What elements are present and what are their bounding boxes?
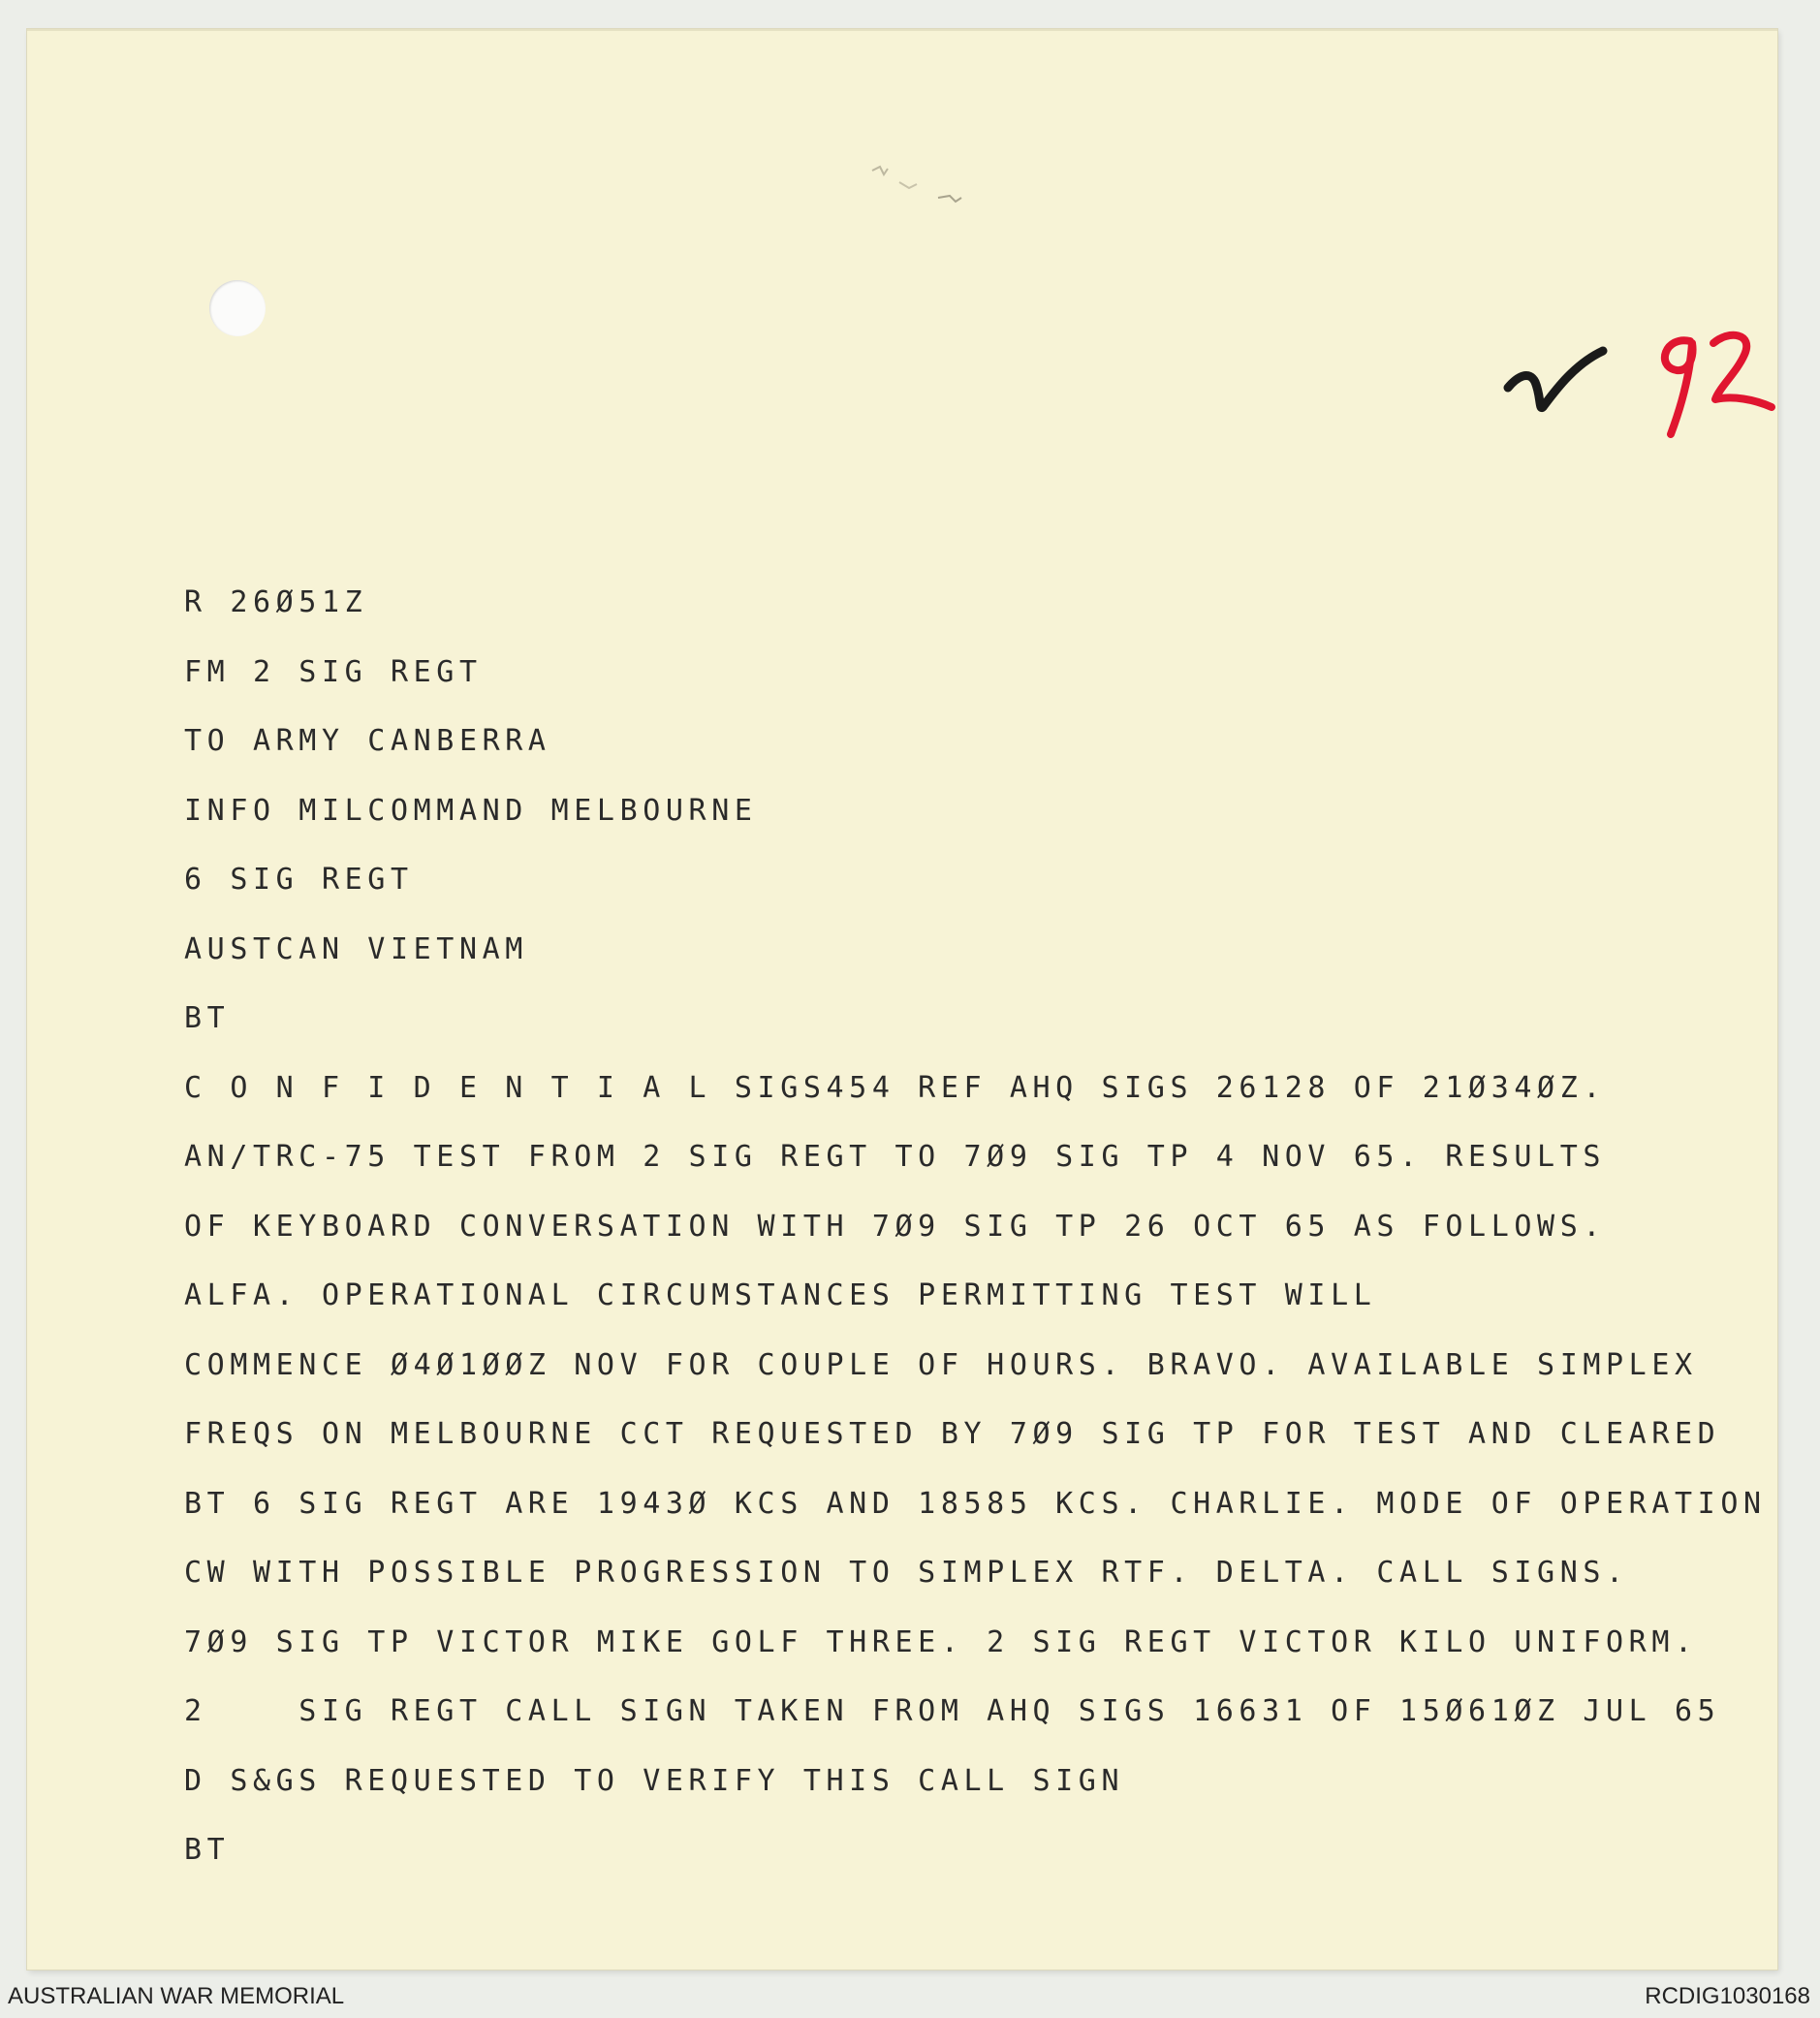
message-line: 2 SIG REGT CALL SIGN TAKEN FROM AHQ SIGS 16631 OF 15Ø61ØZ JUL 65: [184, 1694, 1721, 1728]
message-line: R 26Ø51Z: [184, 585, 368, 619]
document-page: [27, 29, 1777, 1970]
message-line: D S&GS REQUESTED TO VERIFY THIS CALL SIGN: [184, 1763, 1125, 1798]
handwritten-folio-mark: [1500, 322, 1791, 457]
message-line: AUSTCAN VIETNAM: [184, 931, 528, 966]
paper-crease-mark: [870, 155, 977, 213]
message-line: BT: [184, 1001, 231, 1035]
message-line: OF KEYBOARD CONVERSATION WITH 7Ø9 SIG TP 26 OCT 65 AS FOLLOWS.: [184, 1209, 1607, 1244]
message-line: COMMENCE Ø4Ø1ØØZ NOV FOR COUPLE OF HOURS. BRAVO. AVAILABLE SIMPLEX: [184, 1347, 1698, 1382]
archive-reference-id: RCDIG1030168: [1645, 1983, 1810, 2009]
archive-credit: AUSTRALIAN WAR MEMORIAL: [8, 1983, 345, 2009]
message-line: BT: [184, 1833, 231, 1867]
message-line: AN/TRC-75 TEST FROM 2 SIG REGT TO 7Ø9 SIG TP 4 NOV 65. RESULTS: [184, 1140, 1607, 1174]
message-line: TO ARMY CANBERRA: [184, 724, 551, 758]
message-line: CW WITH POSSIBLE PROGRESSION TO SIMPLEX RTF. DELTA. CALL SIGNS.: [184, 1556, 1629, 1590]
message-line: FREQS ON MELBOURNE CCT REQUESTED BY 7Ø9 SIG TP FOR TEST AND CLEARED: [184, 1417, 1721, 1451]
message-line: C O N F I D E N T I A L SIGS454 REF AHQ SIGS 26128 OF 21Ø34ØZ.: [184, 1070, 1607, 1105]
message-line: ALFA. OPERATIONAL CIRCUMSTANCES PERMITTING TEST WILL: [184, 1278, 1377, 1312]
signal-message-body: [184, 580, 1767, 1897]
punch-hole: [209, 280, 266, 336]
message-line: BT 6 SIG REGT ARE 1943Ø KCS AND 18585 KCS. CHARLIE. MODE OF OPERATION: [184, 1486, 1767, 1521]
message-line: 7Ø9 SIG TP VICTOR MIKE GOLF THREE. 2 SIG REGT VICTOR KILO UNIFORM.: [184, 1624, 1698, 1659]
message-line: 6 SIG REGT: [184, 863, 414, 897]
message-line: FM 2 SIG REGT: [184, 654, 483, 689]
message-line: INFO MILCOMMAND MELBOURNE: [184, 793, 758, 828]
